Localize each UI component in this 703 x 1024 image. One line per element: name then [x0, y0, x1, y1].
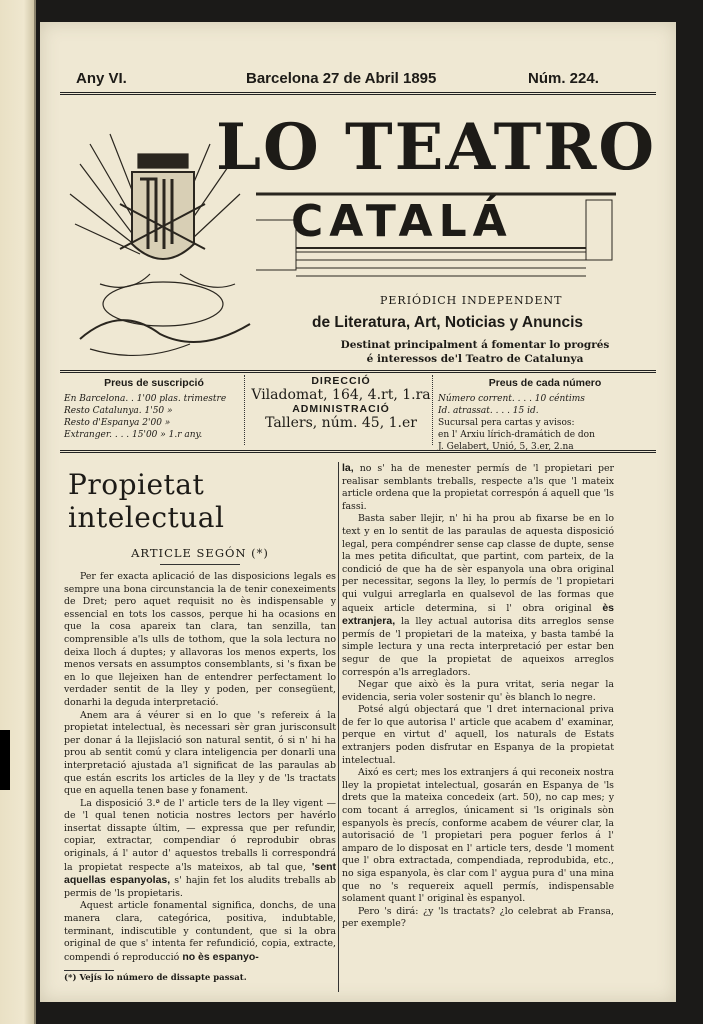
emphasis-text: ès extranjera, — [342, 601, 615, 628]
article-paragraph: Negar que això ès la pura vritat, seria negar la evidencia, seria voler sostenir qu' ès blanch lo negre. — [342, 679, 614, 703]
price-row: en l' Arxiu lírich-dramátich de don — [438, 430, 595, 440]
emphasis-text: la, — [342, 462, 354, 474]
article-paragraph: Potsé algú objectará que 'l dret internacional priva de fer lo que autorisa l' article que acabem d' examinar, perque en virtut d' aquell, los naturals de Estats extranjers poden disfrutar en Espanya de la propietat intelectual. — [342, 704, 614, 766]
header-rule — [60, 92, 656, 95]
column-divider — [338, 462, 339, 992]
info-separator — [432, 375, 433, 445]
info-top-rule — [60, 370, 656, 373]
admin-label: ADMINISTRACIÓ — [292, 403, 390, 415]
masthead-title-line2: CATALÁ — [291, 196, 513, 247]
paragraph-text: no s' ha de menester permís de 'l propietari per realisar semblants treballs, respecte a'ls que 'l mateix article ordena que la propietat correspón á aquell que 'ls fassi. — [342, 463, 614, 512]
info-bottom-rule — [60, 450, 656, 453]
subscription-row: Extranger. . . . 15'00 » 1.r any. — [64, 430, 203, 440]
issue-prices — [438, 375, 652, 453]
article-subtitle: ARTICLE SEGÓN (*) — [131, 546, 269, 560]
footnote: (*) Vejís lo número de dissapte passat. — [64, 973, 247, 984]
issue-date: Barcelona 27 de Abril 1895 — [246, 70, 437, 87]
emphasis-text: no ès espanyo- — [182, 950, 259, 963]
issue-header — [62, 70, 654, 90]
article-paragraph — [64, 900, 336, 964]
paragraph-text: La disposició 3.ª de l' article ters de la lley vigent — de 'l qual tenen noticia nostres lectors per havérlo insertat dissapte últim, — expressa que per refundir, copiar, extractar, compendiar ó reprodubir obras originals, á l' autor d' aquestos treballs li correspondrá la propietat respecte a'ls mateixos, ab tal que, — [64, 797, 336, 873]
direccio-address: Viladomat, 164, 4.rt, 1.ra — [251, 387, 431, 403]
issue-number: Núm. 224. — [528, 70, 599, 87]
tagline-purpose: Destinat principalment á fomentar lo progrés é interessos de'l Teatro de Catalunya — [340, 339, 610, 365]
masthead-title-line1: LO TEATRO — [216, 110, 657, 185]
article-paragraph — [342, 462, 614, 513]
article-title: Propietat intelectual — [68, 468, 225, 534]
article-paragraph — [64, 798, 336, 901]
paragraph-text: Basta saber llejir, n' hi ha prou ab fixarse be en lo text y en lo sentit de las paraulas de aquesta disposició legal, pera compéndrer sense cap classe de dupte, sense la mes petita dificultat, que partint, com parteix, de la condició de que ha de sèr espanyola una obra original per necessitar, segons la lley, lo permís de 'l propietari qui vulgui arreglarla en qualsevol de las formas que aqueix article determina, si l' obra original — [342, 513, 614, 614]
paragraph-text: s' hajin fet los aludits treballs ab permis de 'ls propietaris. — [64, 875, 336, 899]
article-paragraph: Per fer exacta aplicació de las disposicions legals es sempre una bona circunstancia la de tenir conexeiments de Dret; pero aquet requisit no ès indispensable y essencial en tots los cassos, perque hi ha ocasions en que la cosa apareix tan clara, tan senzilla, tan comprensible a'ls ulls de tothom, que la sola lectura no deixa lloch á duptes; y allavoras los menos experts, los menos versats en assumptos consemblants, si 's fixan be en lo que llejeixen han de entendrer perfectament lo verdader sentit de la lley y poden, per consegüent, donarhi la deguda interpretació. — [64, 571, 336, 708]
price-row: Id. atrassat. . . . 15 id. — [438, 406, 539, 416]
price-row: Sucursal pera cartas y avisos: — [438, 418, 575, 428]
office-addresses — [250, 375, 432, 431]
subscription-info-bar — [60, 375, 656, 452]
binding-shadow — [0, 730, 10, 790]
article-right-column — [342, 462, 614, 931]
newspaper-page — [40, 22, 676, 1002]
subscription-row: En Barcelona. . 1'00 plas. trimestre — [64, 394, 227, 404]
article-paragraph — [342, 513, 614, 679]
footnote-rule — [64, 970, 114, 971]
subscription-prices — [64, 375, 244, 441]
emphasis-text: 'sent aquellas espanyolas, — [64, 860, 336, 887]
article-paragraph: Aixó es cert; mes los extranjers á qui reconeix nostra lley la propietat intelectual, gosarán en Espanya de 'ls drets que la mateixa concedeix (art. 50), no cap mes; y com tocant á arreglos, únicament si 'ls originals sòn espanyols ès precís, conforme acabem de véurer clar, la autorisació de 'l propietari pera poguer ferlos á l' amparo de lo disposat en l' article ters, desde 'l moment que l' obra extractada, compendiada, reprodubida, etc., no siga espanyola, ès clar com l' aygua pura d' una mina que no 's requereix aquell permís, indispensable solament quant l' original ès espanyol. — [342, 767, 614, 905]
subscription-row: Resto d'Espanya 2'00 » — [64, 418, 171, 428]
article-left-column — [64, 462, 336, 983]
admin-address: Tallers, núm. 45, 1.er — [265, 415, 417, 431]
subscription-row: Resto Catalunya. 1'50 » — [64, 406, 173, 416]
price-row: J. Gelabert, Unió, 5, 3.er, 2.na — [438, 442, 574, 452]
tagline-subjects: de Literatura, Art, Noticias y Anuncis — [312, 314, 584, 331]
info-separator — [244, 375, 245, 445]
masthead — [56, 104, 656, 374]
article-paragraph: Pero 's dirá: ¿y 'ls tractats? ¿lo celebrat ab Fransa, per exemple? — [342, 905, 614, 930]
article-paragraph: Anem ara á véurer si en lo que 's refereix á la propietat intelectual, ès necessari sèr gran jurisconsult per donar á la llejislació son natural sentit, ó si n' hi ha prou ab sentit comú y clara inteligencia per donarli una interpretació ajustada a'l significat de las paraulas ab que están escrits los articles de la lley y de 'ls tractats que en aquella tenen base y fonament. — [64, 709, 336, 797]
paragraph-text: la lley actual autorisa dits arreglos sense permís de 'l propietari de la mateixa, y basta també la simple lectura y una recta interpretació per estar ben segur de que la propietat de aqueixos arreglos correspón a'ls arregladors. — [342, 616, 614, 678]
paragraph-text: Aquest article fonamental significa, donchs, de una manera clara, categórica, positiva, indubtable, terminant, indiscutible y contundent, que si la obra original de que s' intenta fer refundició, copia, extracte, compendi ó reproducció — [64, 900, 336, 963]
issue-year: Any VI. — [76, 70, 127, 87]
price-row: Número corrent. . . . 10 céntims — [438, 394, 585, 404]
facing-page-edge — [0, 0, 36, 1024]
subtitle-rule — [160, 564, 240, 565]
tagline-independent: PERIÓDICH INDEPENDENT — [380, 294, 563, 307]
direccio-label: DIRECCIÓ — [311, 375, 371, 387]
prices-heading: Preus de cada número — [488, 377, 602, 389]
subscription-heading: Preus de suscripció — [104, 377, 204, 389]
